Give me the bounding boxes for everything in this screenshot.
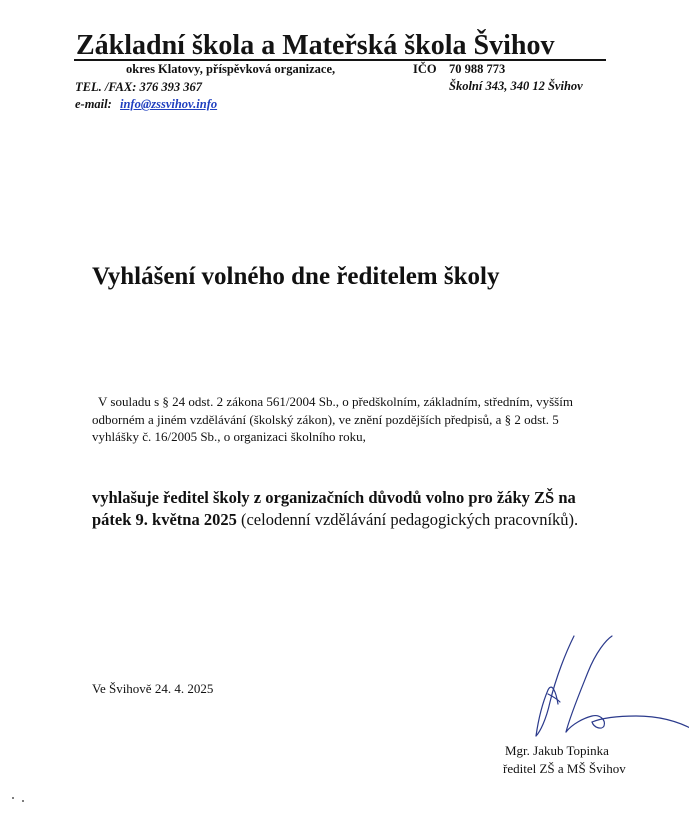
scan-speck bbox=[22, 800, 24, 802]
announcement-line bbox=[92, 509, 652, 531]
school-address-line: okres Klatovy, příspěvková organizace, bbox=[126, 62, 336, 76]
school-name: Základní škola a Mateřská škola Švihov bbox=[76, 30, 555, 61]
signature-image bbox=[526, 632, 689, 747]
holiday-date: pátek 9. května 2025 bbox=[92, 510, 237, 529]
legal-basis-paragraph bbox=[92, 393, 592, 446]
legal-line: V souladu s § 24 odst. 2 zákona 561/2004 Sb., o předškolním, základním, středním, vyšším bbox=[98, 394, 573, 409]
ico-label: IČO bbox=[413, 62, 437, 76]
announcement-line: vyhlašuje ředitel školy z organizačních důvodů volno pro žáky ZŠ na bbox=[92, 488, 576, 507]
legal-line: odborném a jiném vzdělávání (školský zákon), ve znění pozdějších předpisů, a § 2 odst. 5 bbox=[92, 411, 559, 427]
scan-speck bbox=[12, 797, 14, 799]
signer-role: ředitel ZŠ a MŠ Švihov bbox=[503, 761, 626, 776]
tel-fax: TEL. /FAX: 376 393 367 bbox=[75, 80, 202, 94]
email-link[interactable]: info@zssvihov.info bbox=[120, 97, 218, 111]
ico-value: 70 988 773 bbox=[449, 62, 506, 76]
letterhead-rule bbox=[74, 59, 606, 61]
email-label: e-mail: bbox=[75, 97, 112, 111]
signer-name: Mgr. Jakub Topinka bbox=[505, 743, 609, 758]
street-address: Školní 343, 340 12 Švihov bbox=[449, 79, 583, 93]
holiday-reason: (celodenní vzdělávání pedagogických pracovníků). bbox=[236, 510, 579, 529]
document-heading: Vyhlášení volného dne ředitelem školy bbox=[92, 263, 500, 290]
legal-line: vyhlášky č. 16/2005 Sb., o organizaci školního roku, bbox=[92, 429, 366, 444]
place-date: Ve Švihově 24. 4. 2025 bbox=[92, 681, 214, 696]
announcement-paragraph bbox=[92, 487, 652, 531]
